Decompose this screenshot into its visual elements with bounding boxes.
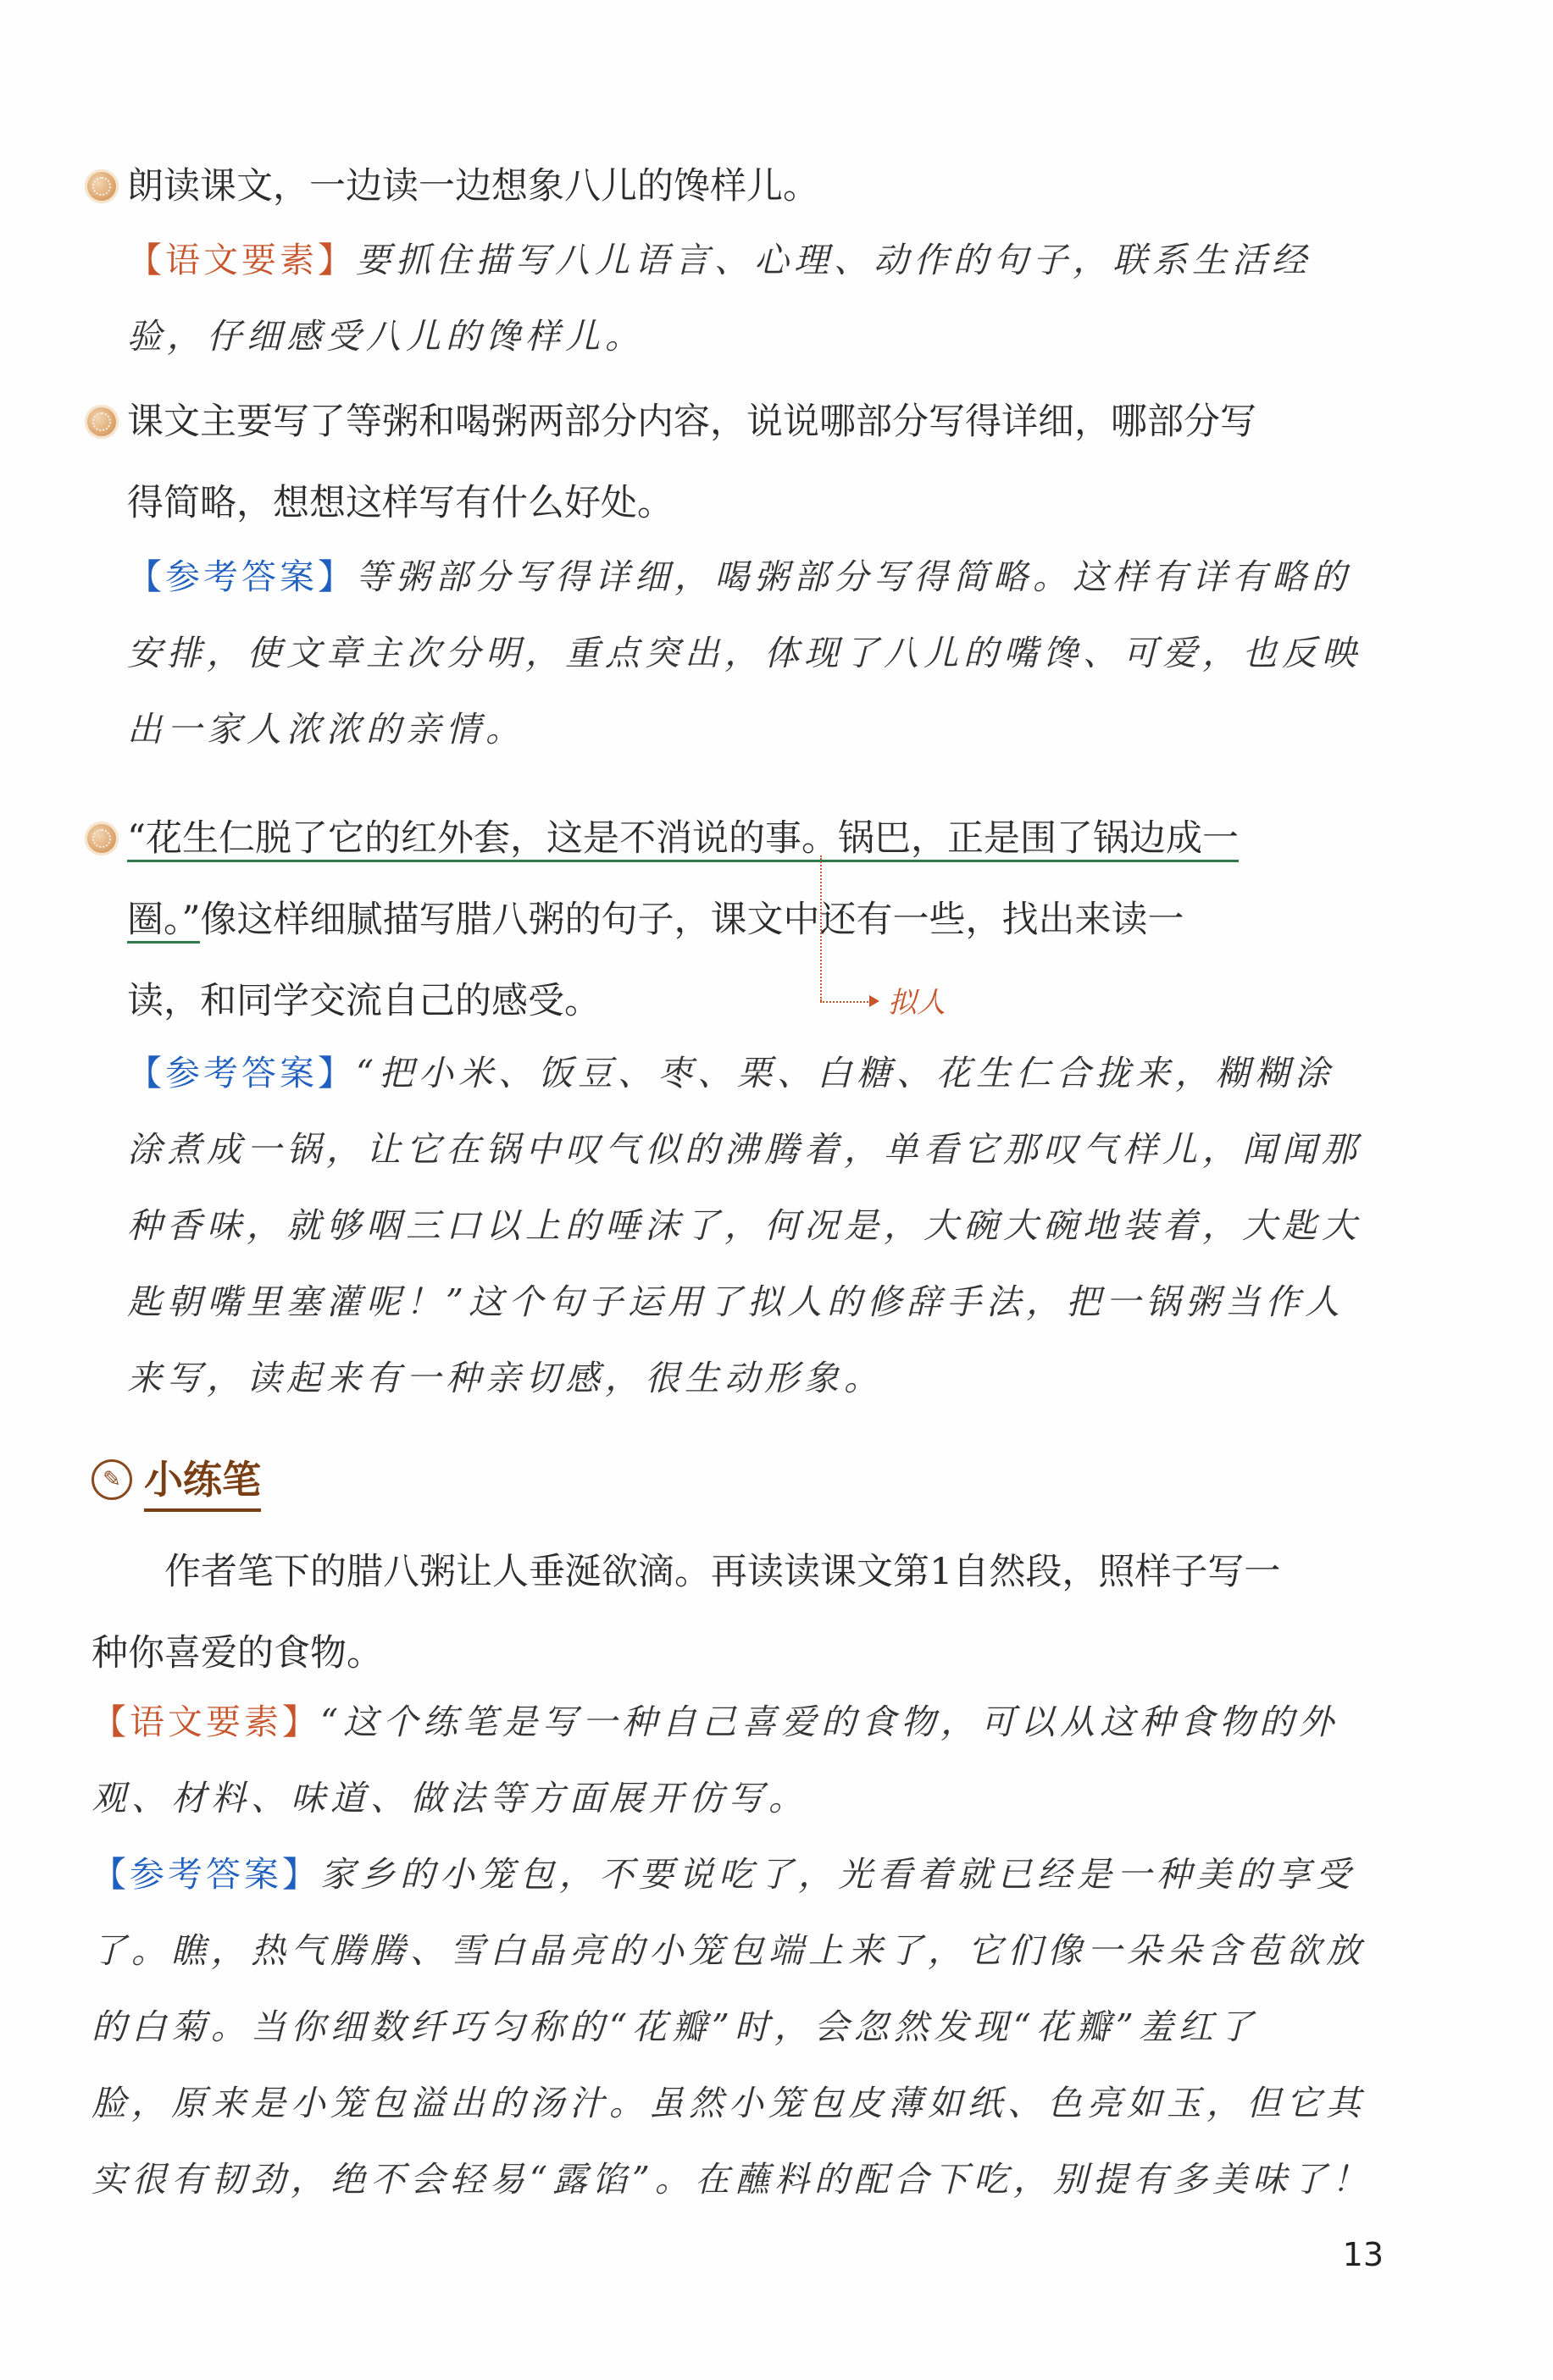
answer-text: 要抓住描写八儿语言、心理、动作的句子，联系生活经	[356, 240, 1312, 280]
quoted-sentence-underlined: 圈。”	[127, 899, 200, 944]
pen-icon: ✎	[92, 1459, 132, 1500]
answer-line	[92, 1836, 1422, 1912]
answer-line	[127, 539, 1398, 615]
answer-line: 验，仔细感受八儿的馋样儿。	[127, 316, 645, 357]
question-3-line	[127, 798, 1398, 879]
question-bullet-icon	[85, 822, 119, 855]
question-3	[127, 798, 1398, 1042]
elements-tag: 【语文要素】	[92, 1702, 320, 1742]
answer-text: 等粥部分写得详细，喝粥部分写得简略。这样有详有略的	[356, 556, 1351, 597]
practice-elements	[92, 1684, 1422, 1836]
question-bullet-icon	[85, 169, 119, 203]
answer-text: 家乡的小笼包，不要说吃了，光看着就已经是一种美的享受	[320, 1854, 1356, 1895]
elements-line	[92, 1684, 1422, 1760]
quoted-sentence-underlined: “花生仁脱了它的红外套，这是不消说的事。锅巴，正是围了锅边成一	[127, 817, 1239, 862]
question-bullet-icon	[85, 405, 119, 439]
answer-line	[127, 1035, 1398, 1111]
answer-line: 安排，使文章主次分明，重点突出，体现了八儿的嘴馋、可爱，也反映	[127, 633, 1362, 673]
answer-3	[127, 1035, 1398, 1416]
question-1	[127, 146, 1398, 227]
answer-line: 涂煮成一锅，让它在锅中叹气似的沸腾着，单看它那叹气样儿，闻闻那	[127, 1129, 1362, 1170]
prompt-line: 作者笔下的腊八粥让人垂涎欲滴。再读读课文第1自然段，照样子写一	[164, 1551, 1281, 1593]
question-3-text: 像这样细腻描写腊八粥的句子，课文中还有一些，找出来读一	[200, 899, 1184, 941]
answer-line	[127, 222, 1398, 298]
practice-prompt	[92, 1531, 1413, 1694]
question-3-line	[127, 879, 1398, 960]
answer-2	[127, 539, 1398, 767]
annotation-label: 拟人	[888, 986, 946, 1020]
answer-line: 实很有韧劲，绝不会轻易“露馅”。在蘸料的配合下吃，别提有多美味了！	[92, 2159, 1372, 2200]
answer-line: 的白菊。当你细数纤巧匀称的“花瓣”时，会忽然发现“花瓣”羞红了	[92, 2006, 1258, 2047]
annotation-connector	[820, 1001, 871, 1003]
answer-line: 脸，原来是小笼包溢出的汤汁。虽然小笼包皮薄如纸、色亮如玉，但它其	[92, 2083, 1366, 2123]
question-1-line: 朗读课文，一边读一边想象八儿的馋样儿。	[127, 165, 819, 208]
answer-line: 了。瞧，热气腾腾、雪白晶亮的小笼包端上来了，它们像一朵朵含苞欲放	[92, 1930, 1366, 1971]
elements-tag: 【语文要素】	[127, 240, 356, 280]
page-number: 13	[1342, 2236, 1384, 2273]
prompt-line: 种你喜爱的食物。	[92, 1632, 383, 1674]
elements-text: “这个练笔是写一种自己喜爱的食物，可以从这种食物的外	[320, 1702, 1339, 1742]
question-2	[127, 381, 1398, 544]
answer-tag: 【参考答案】	[92, 1854, 320, 1895]
answer-tag: 【参考答案】	[127, 556, 356, 597]
question-2-line: 得简略，想想这样写有什么好处。	[127, 482, 674, 524]
elements-line: 观、材料、味道、做法等方面展开仿写。	[92, 1778, 808, 1818]
annotation-connector	[820, 855, 822, 1001]
answer-line: 种香味，就够咽三口以上的唾沫了，何况是，大碗大碗地装着，大匙大	[127, 1205, 1362, 1246]
answer-1	[127, 222, 1398, 374]
question-3-line: 读，和同学交流自己的感受。	[127, 980, 601, 1022]
question-2-line: 课文主要写了等粥和喝粥两部分内容，说说哪部分写得详细，哪部分写	[127, 401, 1256, 443]
answer-line: 匙朝嘴里塞灌呢！”这个句子运用了拟人的修辞手法，把一锅粥当作人	[127, 1281, 1345, 1322]
annotation-arrow-icon	[869, 995, 879, 1007]
answer-tag: 【参考答案】	[127, 1053, 356, 1093]
practice-title: 小练笔	[144, 1453, 261, 1512]
practice-answer	[92, 1836, 1422, 2217]
answer-text: “把小米、饭豆、枣、栗、白糖、花生仁合拢来，糊糊涂	[356, 1053, 1334, 1093]
answer-line: 出一家人浓浓的亲情。	[127, 709, 525, 750]
answer-line: 来写，读起来有一种亲切感，很生动形象。	[127, 1358, 884, 1398]
